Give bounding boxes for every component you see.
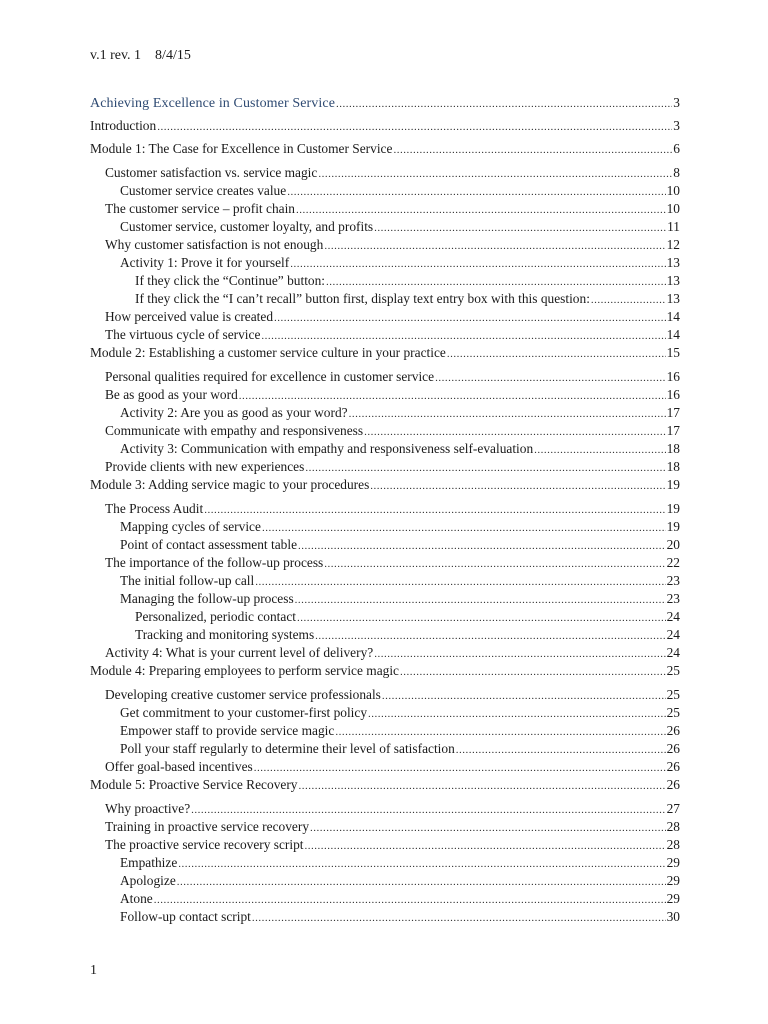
toc-dot-leader	[305, 837, 666, 855]
toc-entry-title: Customer satisfaction vs. service magic	[105, 165, 318, 180]
toc-entry[interactable]	[90, 218, 680, 236]
toc-entry[interactable]	[90, 722, 680, 740]
toc-entry-title: Empower staff to provide service magic	[120, 723, 335, 738]
toc-entry-title: Tracking and monitoring systems	[135, 627, 315, 642]
toc-entry-title: Apologize	[120, 873, 176, 888]
toc-entry-page: 22	[666, 555, 680, 570]
toc-entry-page: 25	[666, 687, 680, 702]
toc-dot-leader	[299, 777, 666, 795]
toc-entry[interactable]	[90, 704, 680, 722]
toc-entry-title: Module 3: Adding service magic to your procedures	[90, 477, 370, 492]
toc-dot-leader	[255, 573, 665, 591]
toc-dot-leader	[254, 759, 666, 777]
toc-entry[interactable]	[90, 272, 680, 290]
toc-entry[interactable]	[90, 164, 680, 182]
toc-entry[interactable]	[90, 908, 680, 926]
toc-entry[interactable]	[90, 590, 680, 608]
toc-section-entry[interactable]	[90, 662, 680, 680]
toc-entry[interactable]	[90, 626, 680, 644]
toc-dot-leader	[382, 687, 666, 705]
toc-entry[interactable]	[90, 368, 680, 386]
toc-entry-page: 14	[666, 327, 680, 342]
toc-entry-page: 6	[673, 141, 680, 156]
toc-entry-title: Module 2: Establishing a customer service culture in your practice	[90, 345, 446, 360]
toc-entry[interactable]	[90, 254, 680, 272]
toc-entry-page: 14	[666, 309, 680, 324]
toc-entry-title: Developing creative customer service professionals	[105, 687, 381, 702]
toc-entry-page: 29	[666, 873, 680, 888]
toc-entry-title: Communicate with empathy and responsiveness	[105, 423, 364, 438]
toc-entry-title: The importance of the follow-up process	[105, 555, 324, 570]
toc-entry-page: 18	[666, 459, 680, 474]
toc-entry-title: Point of contact assessment table	[120, 537, 298, 552]
toc-entry-title: Offer goal-based incentives	[105, 759, 253, 774]
toc-entry[interactable]	[90, 800, 680, 818]
toc-entry-page: 13	[666, 273, 680, 288]
toc-entry-page: 17	[666, 405, 680, 420]
toc-section-entry[interactable]	[90, 94, 680, 112]
toc-entry-page: 24	[666, 645, 680, 660]
toc-dot-leader	[370, 477, 665, 495]
toc-entry[interactable]	[90, 536, 680, 554]
toc-entry-page: 19	[666, 477, 680, 492]
toc-entry[interactable]	[90, 836, 680, 854]
toc-dot-leader	[296, 201, 666, 219]
toc-dot-leader	[287, 183, 665, 201]
toc-entry-title: If they click the “Continue” button:	[135, 273, 326, 288]
toc-entry[interactable]	[90, 518, 680, 536]
toc-entry-title: Activity 4: What is your current level of delivery?	[105, 645, 374, 660]
version-line: v.1 rev. 1 8/4/15	[90, 48, 191, 63]
toc-entry-title: The Process Audit	[105, 501, 204, 516]
toc-entry-page: 29	[666, 891, 680, 906]
toc-entry[interactable]	[90, 290, 680, 308]
toc-entry-title: Personalized, periodic contact	[135, 609, 296, 624]
toc-dot-leader	[374, 219, 666, 237]
toc-entry-page: 10	[666, 183, 680, 198]
toc-section-entry[interactable]	[90, 140, 680, 158]
toc-entry[interactable]	[90, 872, 680, 890]
toc-entry[interactable]	[90, 326, 680, 344]
page-number: 1	[90, 963, 97, 978]
toc-entry[interactable]	[90, 608, 680, 626]
toc-entry-page: 12	[666, 237, 680, 252]
toc-dot-leader	[297, 609, 666, 627]
toc-entry-page: 28	[666, 819, 680, 834]
toc-entry[interactable]	[90, 686, 680, 704]
toc-entry-title: Personal qualities required for excellence in customer service	[105, 369, 435, 384]
toc-entry[interactable]	[90, 644, 680, 662]
toc-entry-page: 24	[666, 627, 680, 642]
toc-entry-page: 10	[666, 201, 680, 216]
toc-entry-title: Activity 2: Are you as good as your word?	[120, 405, 348, 420]
toc-entry-title: How perceived value is created	[105, 309, 274, 324]
toc-entry-page: 29	[666, 855, 680, 870]
toc-entry[interactable]	[90, 182, 680, 200]
toc-entry-title: Mapping cycles of service	[120, 519, 261, 534]
toc-dot-leader	[274, 309, 666, 327]
toc-dot-leader	[335, 723, 665, 741]
toc-entry-page: 28	[666, 837, 680, 852]
toc-dot-leader	[349, 405, 666, 423]
toc-entry-page: 13	[666, 255, 680, 270]
toc-dot-leader	[364, 423, 666, 441]
toc-entry[interactable]	[90, 500, 680, 518]
toc-dot-leader	[435, 369, 666, 387]
toc-entry-page: 17	[666, 423, 680, 438]
toc-dot-leader	[298, 537, 666, 555]
toc-entry-page: 26	[666, 723, 680, 738]
toc-dot-leader	[368, 705, 666, 723]
toc-dot-leader	[157, 118, 672, 136]
toc-dot-leader	[191, 801, 665, 819]
toc-entry-title: Get commitment to your customer-first policy	[120, 705, 368, 720]
toc-entry-page: 19	[666, 501, 680, 516]
toc-entry-title: The customer service – profit chain	[105, 201, 295, 216]
toc-entry-title: Training in proactive service recovery	[105, 819, 310, 834]
toc-dot-leader	[262, 519, 666, 537]
toc-dot-leader	[336, 95, 672, 113]
toc-entry[interactable]	[90, 458, 680, 476]
table-of-contents	[90, 94, 680, 926]
toc-entry-page: 30	[666, 909, 680, 924]
toc-entry-title: Provide clients with new experiences	[105, 459, 305, 474]
toc-entry[interactable]	[90, 554, 680, 572]
toc-entry[interactable]	[90, 572, 680, 590]
toc-entry-page: 25	[666, 663, 680, 678]
toc-entry-page: 16	[666, 387, 680, 402]
toc-dot-leader	[315, 627, 665, 645]
toc-dot-leader	[456, 741, 666, 759]
toc-entry-title: Managing the follow-up process	[120, 591, 294, 606]
toc-entry-page: 16	[666, 369, 680, 384]
toc-entry-page: 18	[666, 441, 680, 456]
toc-entry[interactable]	[90, 422, 680, 440]
toc-section-entry[interactable]	[90, 476, 680, 494]
toc-section-entry[interactable]	[90, 117, 680, 135]
toc-entry-page: 27	[666, 801, 680, 816]
toc-section-entry[interactable]	[90, 344, 680, 362]
toc-dot-leader	[324, 237, 665, 255]
toc-dot-leader	[310, 819, 666, 837]
toc-entry[interactable]	[90, 758, 680, 776]
toc-dot-leader	[261, 327, 665, 345]
toc-entry[interactable]	[90, 818, 680, 836]
toc-entry[interactable]	[90, 740, 680, 758]
toc-dot-leader	[591, 291, 666, 309]
toc-entry-title: Customer service, customer loyalty, and profits	[120, 219, 374, 234]
toc-entry-page: 24	[666, 609, 680, 624]
toc-entry-title: Be as good as your word	[105, 387, 238, 402]
toc-entry-title: Atone	[120, 891, 153, 906]
toc-entry-title: The proactive service recovery script	[105, 837, 304, 852]
toc-section-entry[interactable]	[90, 776, 680, 794]
toc-entry-title: Activity 1: Prove it for yourself	[120, 255, 290, 270]
toc-entry-page: 25	[666, 705, 680, 720]
toc-dot-leader	[239, 387, 666, 405]
toc-entry-title: Poll your staff regularly to determine their level of satisfaction	[120, 741, 455, 756]
toc-entry[interactable]	[90, 404, 680, 422]
toc-entry-title: Module 1: The Case for Excellence in Customer Service	[90, 141, 393, 156]
toc-entry-page: 23	[666, 591, 680, 606]
toc-entry[interactable]	[90, 236, 680, 254]
toc-dot-leader	[154, 891, 666, 909]
toc-dot-leader	[177, 873, 666, 891]
toc-entry-page: 11	[667, 219, 680, 234]
toc-entry-page: 26	[666, 777, 680, 792]
toc-entry-page: 26	[666, 759, 680, 774]
toc-dot-leader	[534, 441, 665, 459]
toc-entry-title: Customer service creates value	[120, 183, 287, 198]
toc-entry-title: Module 4: Preparing employees to perform service magic	[90, 663, 400, 678]
toc-entry-page: 3	[673, 95, 680, 110]
toc-entry-page: 15	[666, 345, 680, 360]
toc-entry-title: Empathize	[120, 855, 178, 870]
toc-entry[interactable]	[90, 440, 680, 458]
toc-entry-title: If they click the “I can’t recall” button first, display text entry box with this question:	[135, 291, 590, 306]
toc-dot-leader	[290, 255, 665, 273]
toc-entry[interactable]	[90, 890, 680, 908]
toc-entry-title: The virtuous cycle of service	[105, 327, 261, 342]
toc-entry-title: The initial follow-up call	[120, 573, 255, 588]
toc-entry-page: 26	[666, 741, 680, 756]
toc-entry-page: 8	[673, 165, 680, 180]
toc-dot-leader	[374, 645, 665, 663]
toc-dot-leader	[252, 909, 666, 927]
toc-entry[interactable]	[90, 308, 680, 326]
toc-entry-title: Module 5: Proactive Service Recovery	[90, 777, 298, 792]
toc-entry[interactable]	[90, 386, 680, 404]
toc-entry-page: 19	[666, 519, 680, 534]
toc-entry-page: 23	[666, 573, 680, 588]
toc-dot-leader	[400, 663, 666, 681]
toc-entry[interactable]	[90, 200, 680, 218]
toc-entry-page: 13	[666, 291, 680, 306]
toc-dot-leader	[393, 141, 672, 159]
toc-entry-title: Follow-up contact script	[120, 909, 251, 924]
toc-dot-leader	[305, 459, 665, 477]
toc-entry-page: 20	[666, 537, 680, 552]
toc-dot-leader	[318, 165, 672, 183]
toc-dot-leader	[326, 273, 666, 291]
toc-entry-title: Activity 3: Communication with empathy and responsiveness self-evaluation	[120, 441, 534, 456]
toc-entry-page: 3	[673, 118, 680, 133]
toc-entry-title: Achieving Excellence in Customer Service	[90, 96, 336, 111]
toc-dot-leader	[204, 501, 665, 519]
toc-dot-leader	[178, 855, 665, 873]
toc-dot-leader	[324, 555, 665, 573]
toc-entry[interactable]	[90, 854, 680, 872]
toc-entry-title: Introduction	[90, 118, 157, 133]
toc-entry-title: Why proactive?	[105, 801, 191, 816]
toc-entry-title: Why customer satisfaction is not enough	[105, 237, 324, 252]
toc-dot-leader	[295, 591, 666, 609]
toc-dot-leader	[447, 345, 666, 363]
